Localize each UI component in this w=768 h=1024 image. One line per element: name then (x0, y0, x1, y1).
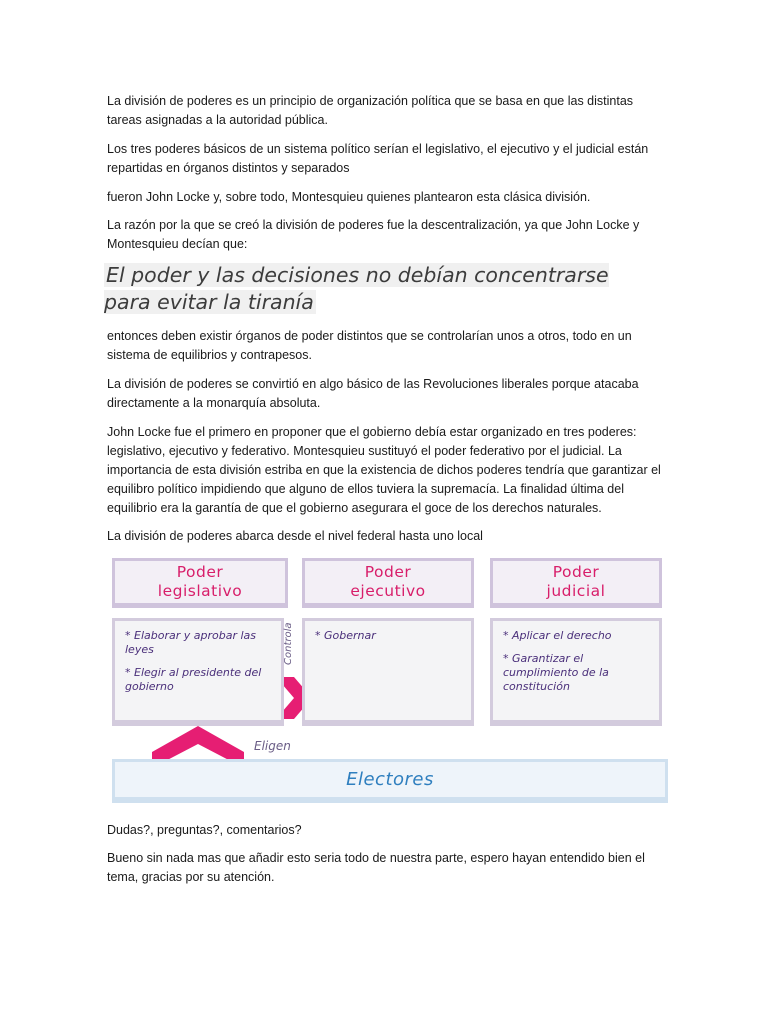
paragraph-definition: La división de poderes es un principio de organización política que se basa en que las distintas tareas asignadas a la autoridad pública. (107, 94, 634, 127)
judicial-title-line1: Poder (552, 563, 600, 581)
paragraph-liberal-revolutions: La división de poderes se convirtió en algo básico de las Revoluciones liberales porque atacaba directamente a la monarquía absoluta. (107, 377, 639, 410)
box-ejecutivo-functions (302, 618, 474, 726)
electores-box: Electores (112, 759, 668, 803)
legislativo-title-line1: Poder (176, 563, 224, 581)
paragraph-locke-proposal: John Locke fue el primero en proponer que el gobierno debía estar organizado en tres poderes: legislativo, ejecutivo y federativo. Montesquieu sustituyó el poder federativo por el judicial. La importancia de esta división estriba en que la existencia de dichos poderes tendría que garantizar el equilibro político impidiendo que alguno de ellos tuviera la supremacía. La finalidad última del equilibrio era la garantía de que el gobierno asegurara el goce de los derechos naturales. (107, 425, 661, 515)
paragraph-reason: La razón por la que se creó la división de poderes fue la descentralización, ya que John Locke y Montesquieu decían que: (107, 218, 640, 251)
quote-text: El poder y las decisiones no debían concentrarse para evitar la tiranía (104, 263, 609, 314)
eligen-label: Eligen (254, 739, 291, 753)
paragraph-federal-local: La división de poderes abarca desde el nivel federal hasta uno local (107, 529, 483, 543)
legislativo-item: * Elaborar y aprobar las leyes (125, 629, 256, 656)
controla-label: Controla (283, 622, 294, 666)
legislativo-item: * Elegir al presidente del gobierno (125, 666, 262, 693)
box-legislativo-functions (112, 618, 284, 726)
judicial-title-line2: judicial (546, 582, 606, 600)
box-judicial-functions (490, 618, 662, 726)
separation-of-powers-diagram (108, 556, 668, 806)
header-poder-judicial (490, 558, 662, 608)
header-poder-legislativo (112, 558, 288, 608)
legislativo-title-line2: legislativo (157, 582, 243, 600)
ejecutivo-title-line1: Poder (364, 563, 412, 581)
ejecutivo-title-line2: ejecutivo (350, 582, 426, 600)
highlighted-quote (104, 262, 652, 316)
judicial-item: * Aplicar el derecho (503, 629, 612, 642)
ejecutivo-item: * Gobernar (315, 629, 376, 642)
header-poder-ejecutivo (302, 558, 474, 608)
paragraph-locke-montesquieu: fueron John Locke y, sobre todo, Montesquieu quienes plantearon esta clásica división. (107, 190, 591, 204)
paragraph-checks-balances: entonces deben existir órganos de poder distintos que se controlarían unos a otros, todo en un sistema de equilibrios y contrapesos. (107, 329, 632, 362)
paragraph-three-powers: Los tres poderes básicos de un sistema político serían el legislativo, el ejecutivo y el judicial están repartidas en órganos distintos y separados (107, 142, 649, 175)
paragraph-questions: Dudas?, preguntas?, comentarios? (107, 823, 302, 837)
paragraph-closing: Bueno sin nada mas que añadir esto seria todo de nuestra parte, espero hayan entendido bien el tema, gracias por su atención. (107, 851, 645, 884)
judicial-item: * Garantizar el cumplimiento de la constitución (503, 652, 609, 693)
